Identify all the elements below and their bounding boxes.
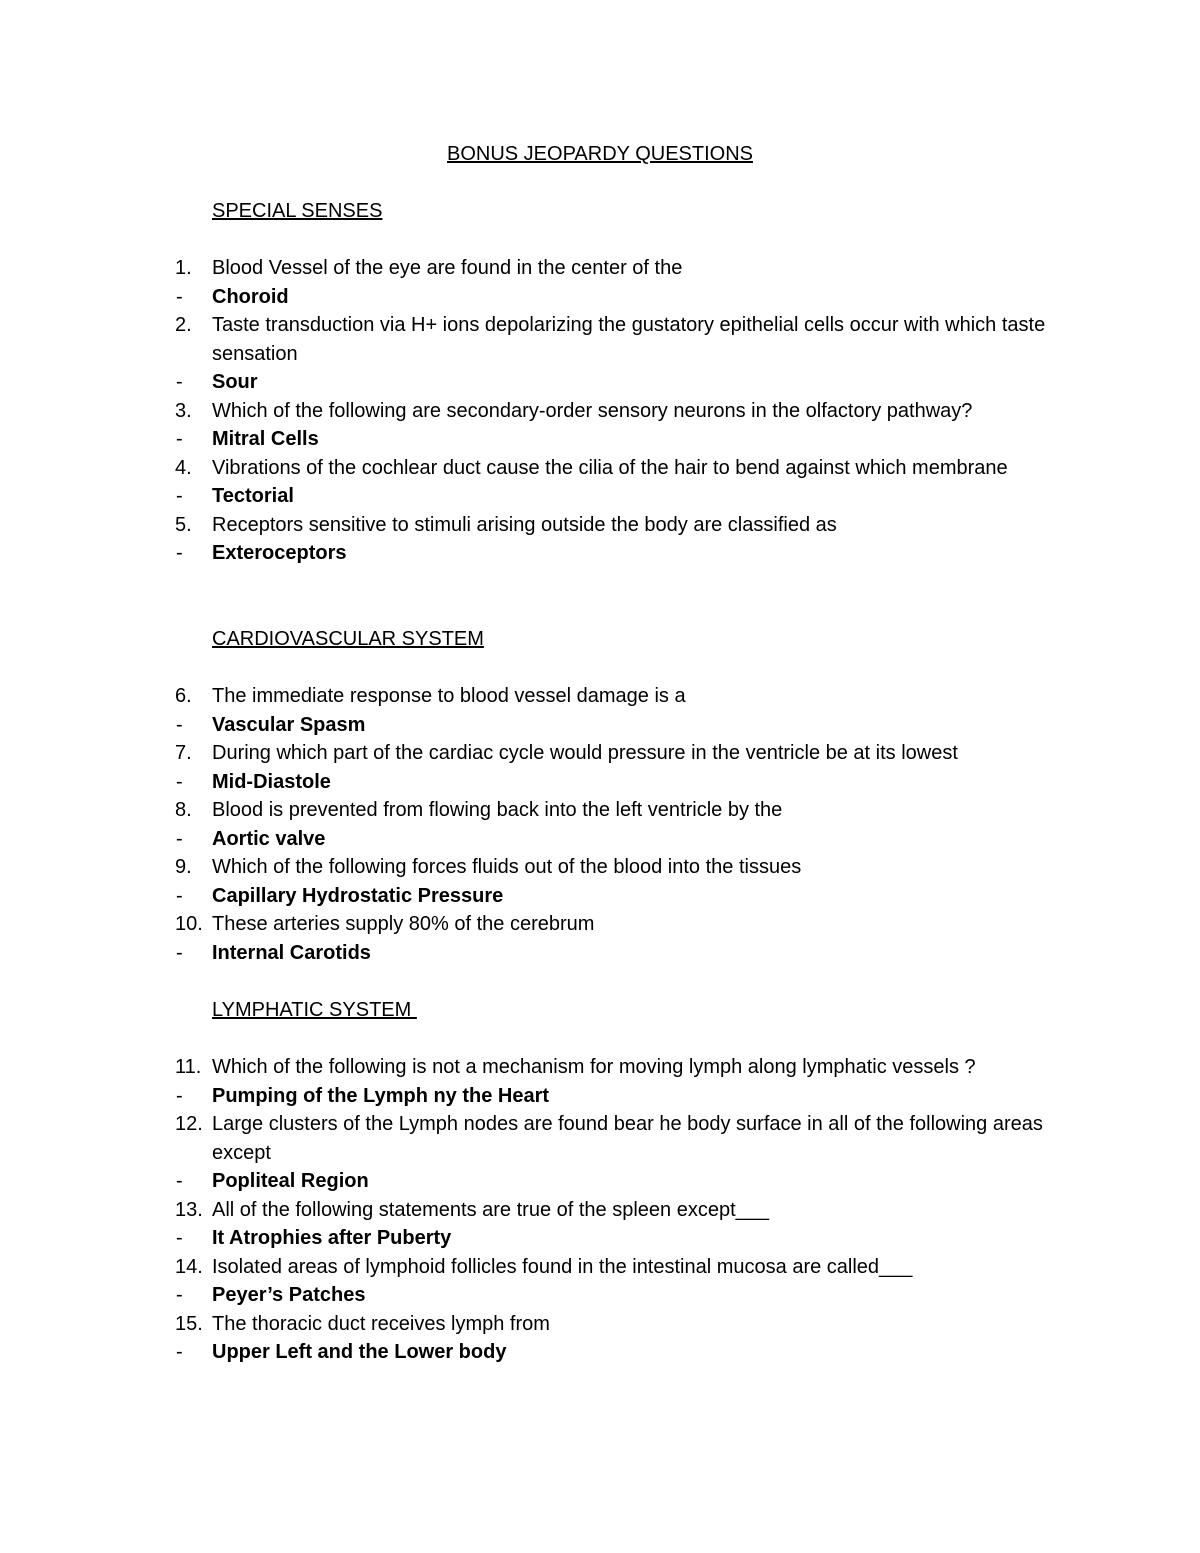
question-number: 7. [175, 742, 192, 764]
answer-dash: - [176, 770, 183, 793]
question-number: 6. [175, 685, 192, 707]
question-text: Large clusters of the Lymph nodes are found bear he body surface in all of the following areas except [212, 1113, 1043, 1164]
answer-text: Sour [212, 371, 258, 393]
question-number: 10. [175, 913, 203, 935]
question-text: Vibrations of the cochlear duct cause the cilia of the hair to bend against which membrane [212, 456, 1008, 479]
question-list [0, 682, 1200, 967]
question-text: Taste transduction via H+ ions depolarizing the gustatory epithelial cells occur with which taste sensation [212, 314, 1046, 365]
answer-dash: - [176, 285, 183, 308]
answer-dash: - [176, 1341, 183, 1363]
answer-text: Mitral Cells [212, 428, 319, 450]
answer-dash: - [176, 1084, 183, 1107]
answer-text: Mid-Diastole [212, 770, 331, 793]
answer-text: Capillary Hydrostatic Pressure [212, 884, 504, 907]
question-item [0, 796, 1200, 825]
answer-item [0, 368, 1200, 397]
section-heading: CARDIOVASCULAR SYSTEM [212, 628, 484, 650]
answer-dash: - [176, 371, 183, 393]
question-number: 13. [175, 1198, 203, 1221]
question-item [0, 1196, 1200, 1225]
answer-text: Tectorial [212, 485, 294, 507]
question-text: During which part of the cardiac cycle would pressure in the ventricle be at its lowest [212, 742, 958, 764]
question-item [0, 853, 1200, 882]
answer-dash: - [176, 713, 183, 736]
question-number: 15. [175, 1312, 203, 1335]
question-number: 8. [175, 799, 192, 821]
question-text: Which of the following forces fluids out of the blood into the tissues [212, 856, 802, 878]
answer-text: Upper Left and the Lower body [212, 1341, 507, 1363]
question-number: 4. [175, 456, 192, 479]
question-text: The immediate response to blood vessel damage is a [212, 685, 686, 707]
answer-item [0, 711, 1200, 740]
question-item [0, 1110, 1200, 1167]
answer-dash: - [176, 884, 183, 907]
answer-text: Popliteal Region [212, 1170, 369, 1192]
question-text: Blood is prevented from flowing back into the left ventricle by the [212, 799, 783, 821]
question-item [0, 910, 1200, 939]
question-item [0, 682, 1200, 711]
answer-item [0, 1281, 1200, 1310]
answer-text: Vascular Spasm [212, 713, 366, 736]
question-item [0, 511, 1200, 540]
answer-item [0, 1167, 1200, 1196]
question-item [0, 254, 1200, 283]
answer-dash: - [176, 941, 183, 964]
question-number: 9. [175, 856, 192, 878]
question-item [0, 1310, 1200, 1339]
question-number: 11. [175, 1056, 202, 1078]
answer-dash: - [176, 1227, 183, 1249]
question-number: 1. [175, 257, 192, 279]
answer-text: Aortic valve [212, 827, 326, 850]
answer-item [0, 1082, 1200, 1111]
question-number: 3. [175, 399, 192, 422]
answer-text: Choroid [212, 285, 289, 308]
answer-item [0, 1338, 1200, 1367]
answer-item [0, 882, 1200, 911]
answer-item [0, 539, 1200, 568]
question-list [0, 1053, 1200, 1367]
answer-item [0, 482, 1200, 511]
answer-dash: - [176, 542, 183, 564]
answer-text: Pumping of the Lymph ny the Heart [212, 1084, 550, 1107]
answer-text: Internal Carotids [212, 941, 371, 964]
question-number: 5. [175, 513, 192, 536]
question-item [0, 1053, 1200, 1082]
question-number: 14. [175, 1255, 203, 1278]
answer-text: Exteroceptors [212, 542, 347, 564]
question-number: 2. [175, 314, 192, 336]
answer-item [0, 825, 1200, 854]
question-item [0, 739, 1200, 768]
answer-item [0, 768, 1200, 797]
answer-item [0, 939, 1200, 968]
answer-item [0, 425, 1200, 454]
section-heading: LYMPHATIC SYSTEM [212, 999, 417, 1021]
question-number: 12. [175, 1113, 203, 1135]
answer-dash: - [176, 428, 183, 450]
question-text: Receptors sensitive to stimuli arising outside the body are classified as [212, 513, 837, 536]
question-item [0, 1253, 1200, 1282]
question-text: These arteries supply 80% of the cerebrum [212, 913, 595, 935]
answer-dash: - [176, 1284, 183, 1306]
answer-dash: - [176, 827, 183, 850]
question-list [0, 254, 1200, 568]
question-text: The thoracic duct receives lymph from [212, 1312, 550, 1335]
question-item [0, 454, 1200, 483]
document-title: BONUS JEOPARDY QUESTIONS [447, 143, 753, 165]
section-heading: SPECIAL SENSES [212, 200, 383, 222]
question-item [0, 397, 1200, 426]
question-text: Blood Vessel of the eye are found in the center of the [212, 257, 683, 279]
question-text: All of the following statements are true of the spleen except___ [212, 1198, 770, 1221]
answer-text: It Atrophies after Puberty [212, 1227, 452, 1249]
answer-item [0, 1224, 1200, 1253]
question-text: Isolated areas of lymphoid follicles found in the intestinal mucosa are called___ [212, 1255, 913, 1278]
answer-text: Peyer’s Patches [212, 1284, 366, 1306]
answer-dash: - [176, 1170, 183, 1192]
question-text: Which of the following is not a mechanism for moving lymph along lymphatic vessels ? [212, 1056, 976, 1078]
answer-item [0, 283, 1200, 312]
answer-dash: - [176, 485, 183, 507]
question-text: Which of the following are secondary-order sensory neurons in the olfactory pathway? [212, 399, 973, 422]
question-item [0, 311, 1200, 368]
